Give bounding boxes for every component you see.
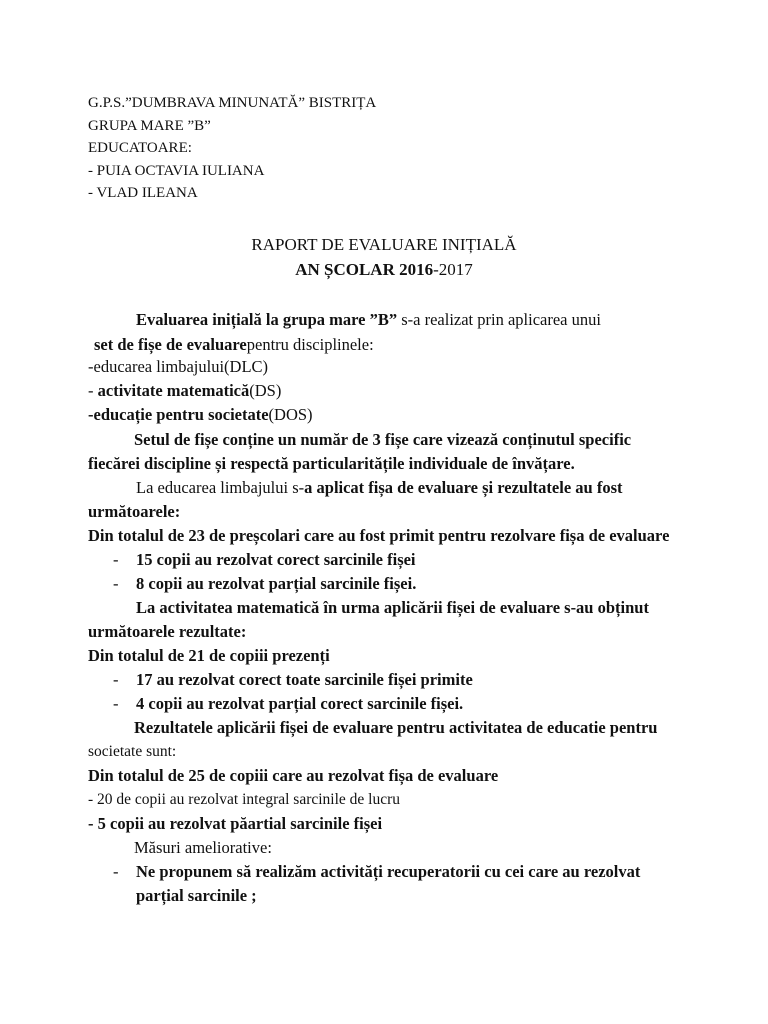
intro-rest: s-a realizat prin aplicarea unui [397,310,601,329]
educators-label: EDUCATOARE: [88,140,192,156]
total-21-text: Din totalul de 21 de copiii prezenți [88,646,330,665]
bullet-dash: - [113,550,119,569]
result-dlc-1: 15 copii au rezolvat corect sarcinile fișei [136,550,416,569]
ds-rest: (DS) [249,381,282,400]
measure-1-cont-text: parțial sarcinile ; [136,886,257,905]
intro-bold: Evaluarea inițială la grupa mare ”B” [136,310,398,329]
total-23-text: Din totalul de 23 de preșcolari care au fost primit pentru rezolvare fișa de evaluare [88,526,670,545]
paragraph-set-2 [88,454,575,474]
paragraph-math-2 [88,622,246,642]
intro2-rest: pentru disciplinele: [246,335,374,354]
dlc-line-a: La educarea limbajului s- [136,478,305,497]
result-dos-2-text: - 5 copii au rezolvat păartial sarcinile fișei [88,814,383,833]
paragraph-dos [134,718,657,738]
intro2-bold: set de fișe de evaluare [94,335,247,354]
set-line-1: Setul de fișe conține un număr de 3 fișe care vizează conținutul specific [134,430,632,449]
paragraph-total-23 [88,526,669,546]
result-dos-1: - 20 de copii au rezolvat integral sarcinile de lucru [88,791,401,808]
measures-heading: Măsuri ameliorative: [134,838,272,857]
paragraph-math [136,598,649,618]
school-name: G.P.S.”DUMBRAVA MINUNATĂ” BISTRIȚA [88,95,377,111]
ds-bold: activitate matematică [97,381,250,400]
paragraph-dos-2: societate sunt: [88,743,177,760]
paragraph-set [134,430,631,450]
math-line-1: La activitatea matematică în urma aplicării fișei de evaluare s-au obținut [136,598,649,617]
educator-1: - PUIA OCTAVIA IULIANA [88,162,265,179]
paragraph-intro [136,310,601,330]
paragraph-dlc [136,478,622,498]
result-math-2: 4 copii au rezolvat parțial corect sarcinile fișei. [136,694,464,713]
ds-dash: - [88,381,98,400]
set-line-2: fiecărei discipline și respectă particularitățile individuale de învățare. [88,454,575,473]
bullet-dash: - [113,694,119,713]
school-year [0,260,768,280]
paragraph-dlc-2 [88,502,180,522]
result-dlc-2: 8 copii au rezolvat parțial sarcinile fișei. [136,574,417,593]
discipline-dlc: -educarea limbajului(DLC) [88,357,269,376]
paragraph-total-25 [88,766,498,786]
total-25-text: Din totalul de 25 de copiii care au rezolvat fișa de evaluare [88,766,499,785]
dlc-line-b: a aplicat fișa de evaluare și rezultatele au fost [304,478,623,497]
discipline-ds [88,381,281,401]
measure-1-cont [136,886,257,906]
dos-rest: (DOS) [268,405,313,424]
school-year-rest: -2017 [433,260,473,279]
dos-line-1: Rezultatele aplicării fișei de evaluare pentru activitatea de educatie pentru [134,718,658,737]
measure-1: Ne propunem să realizăm activități recuperatorii cu cei care au rezolvat [136,862,641,881]
group-name: GRUPA MARE ”B” [88,117,211,134]
paragraph-intro-2 [94,335,374,355]
educator-2: - VLAD ILEANA [88,185,198,201]
discipline-dos [88,405,313,425]
bullet-dash: - [113,574,119,593]
report-title: RAPORT DE EVALUARE INIȚIALĂ [251,235,517,254]
bullet-dash: - [113,862,119,881]
result-dos-2 [88,814,382,834]
dos-bold: -educație pentru societate [88,405,269,424]
document-header [88,92,376,205]
math-line-2: următoarele rezultate: [88,622,247,641]
result-math-1: 17 au rezolvat corect toate sarcinile fișei primite [136,670,473,689]
school-year-bold: AN ȘCOLAR 2016 [295,260,434,279]
dlc-line-c: următoarele: [88,502,181,521]
bullet-dash: - [113,670,119,689]
paragraph-total-21 [88,646,330,666]
